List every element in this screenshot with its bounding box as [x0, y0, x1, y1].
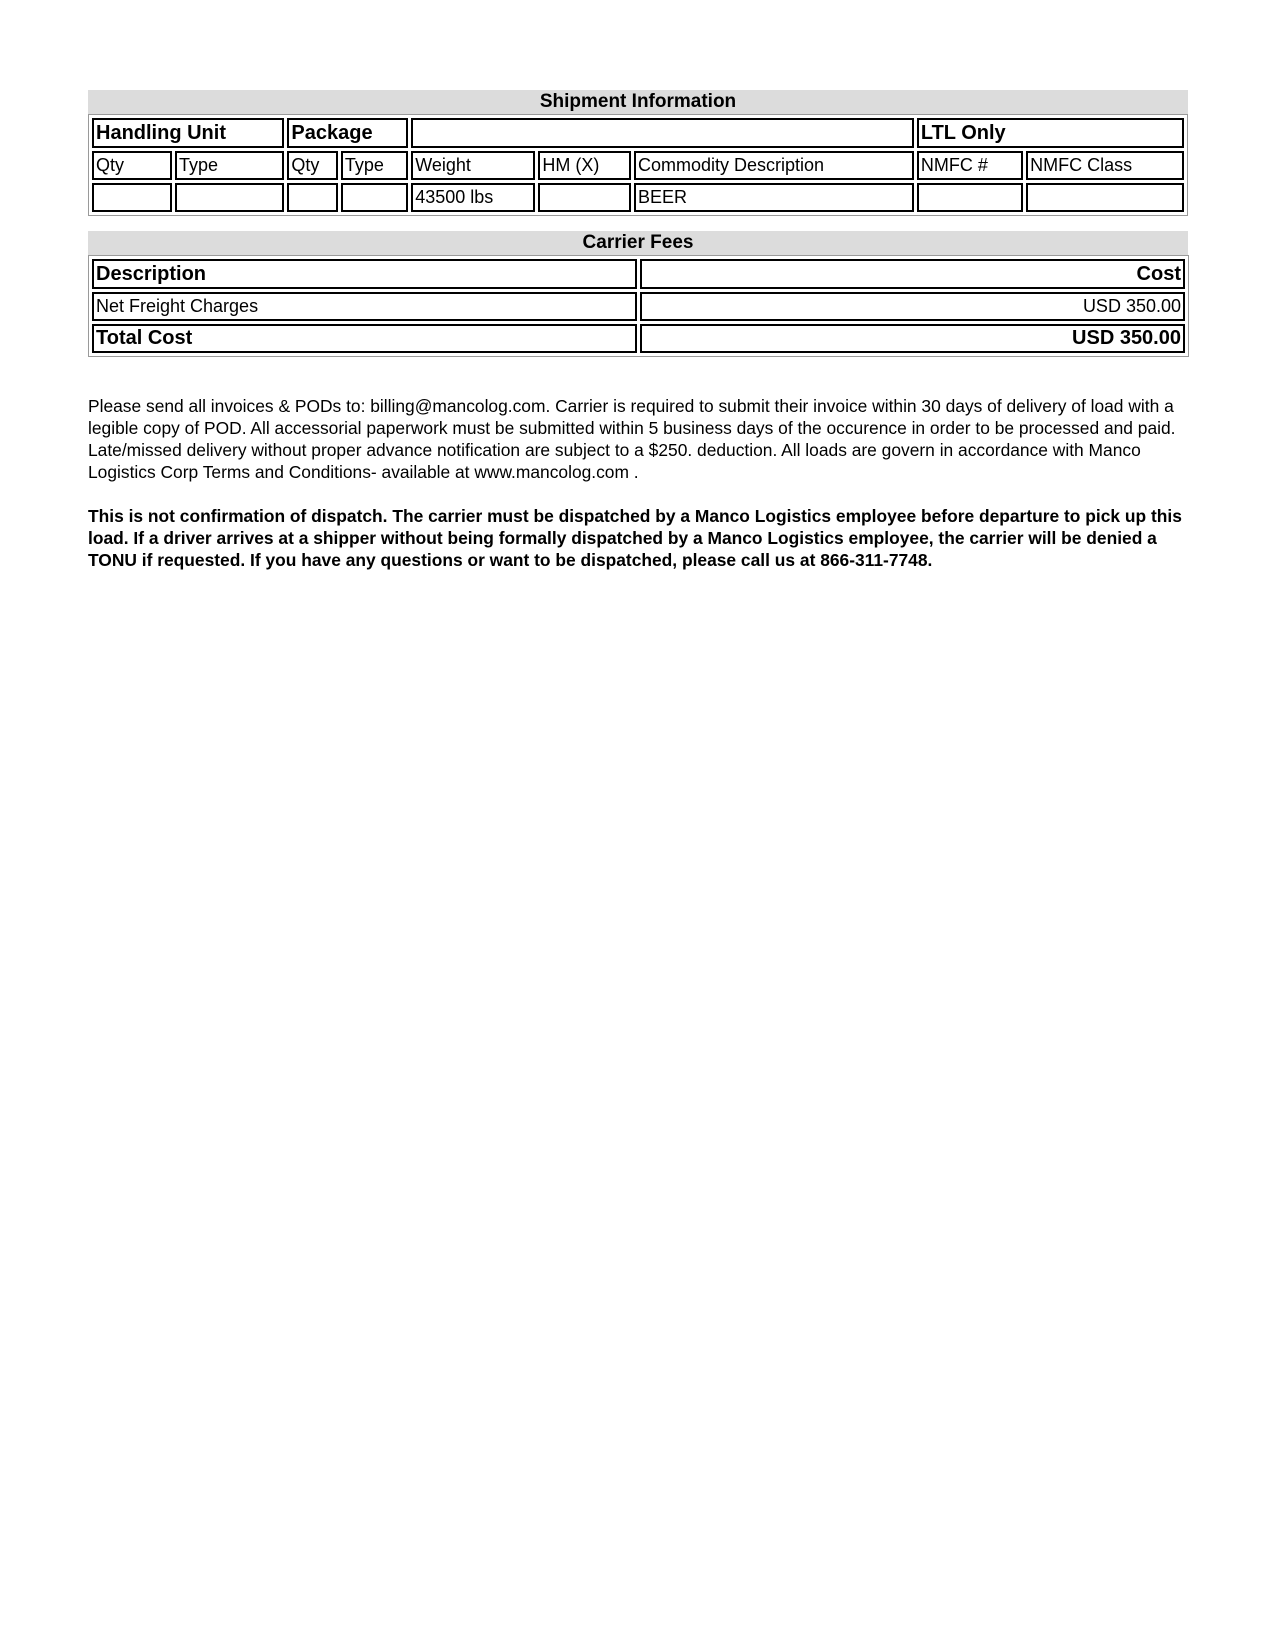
- column-header-hazmat: HM (X): [538, 151, 631, 180]
- cell-nmfc-number: [917, 183, 1023, 212]
- table-row: [92, 292, 1185, 321]
- column-header-package-type: Type: [341, 151, 408, 180]
- carrier-fees-section: [88, 231, 1188, 357]
- total-row: [92, 324, 1185, 353]
- column-header-handling-qty: Qty: [92, 151, 172, 180]
- cell-weight: 43500 lbs: [411, 183, 535, 212]
- package-header: Package: [287, 118, 408, 148]
- column-header-nmfc-number: NMFC #: [917, 151, 1023, 180]
- cell-handling-qty: [92, 183, 172, 212]
- carrier-fees-table: [88, 255, 1189, 357]
- cell-package-type: [341, 183, 408, 212]
- cell-hazmat: [538, 183, 631, 212]
- shipment-table: [88, 114, 1188, 216]
- total-cost-value: USD 350.00: [640, 324, 1185, 353]
- shipment-column-header-row: [92, 151, 1184, 180]
- late-delivery-terms: Late/missed delivery without proper advance notification are subject to a $250. deduction. All loads are govern in accordance with Manco Logistics Corp Terms and Conditions- available at www.mancolog.com .: [88, 440, 1141, 482]
- fees-header-row: [92, 259, 1185, 289]
- column-header-handling-type: Type: [175, 151, 284, 180]
- description-header: Description: [92, 259, 637, 289]
- column-header-package-qty: Qty: [287, 151, 338, 180]
- shipment-information-title: Shipment Information: [88, 90, 1188, 114]
- table-row: [92, 183, 1184, 212]
- fee-description: Net Freight Charges: [92, 292, 637, 321]
- invoice-instructions: Please send all invoices & PODs to: billing@mancolog.com. Carrier is required to submit their invoice within 30 days of delivery of load with a legible copy of POD. All accessorial paperwork must be submitted within 5 business days of the occurence in order to be processed and paid.: [88, 396, 1176, 438]
- document-page: [88, 90, 1188, 571]
- total-cost-label: Total Cost: [92, 324, 637, 353]
- blank-group-header: [411, 118, 914, 148]
- column-header-weight: Weight: [411, 151, 535, 180]
- cell-package-qty: [287, 183, 338, 212]
- column-header-nmfc-class: NMFC Class: [1026, 151, 1184, 180]
- dispatch-notice: This is not confirmation of dispatch. The carrier must be dispatched by a Manco Logistics employee before departure to pick up this load. If a driver arrives at a shipper without being formally dispatched by a Manco Logistics employee, the carrier will be denied a TONU if requested. If you have any questions or want to be dispatched, please call us at 866-311-7748.: [88, 506, 1182, 570]
- cost-header: Cost: [640, 259, 1185, 289]
- cell-commodity-description: BEER: [634, 183, 914, 212]
- ltl-only-header: LTL Only: [917, 118, 1184, 148]
- carrier-fees-title: Carrier Fees: [88, 231, 1188, 255]
- handling-unit-header: Handling Unit: [92, 118, 284, 148]
- column-header-commodity-description: Commodity Description: [634, 151, 914, 180]
- cell-nmfc-class: [1026, 183, 1184, 212]
- terms-notes: [88, 395, 1188, 571]
- fee-cost: USD 350.00: [640, 292, 1185, 321]
- shipment-group-header-row: [92, 118, 1184, 148]
- cell-handling-type: [175, 183, 284, 212]
